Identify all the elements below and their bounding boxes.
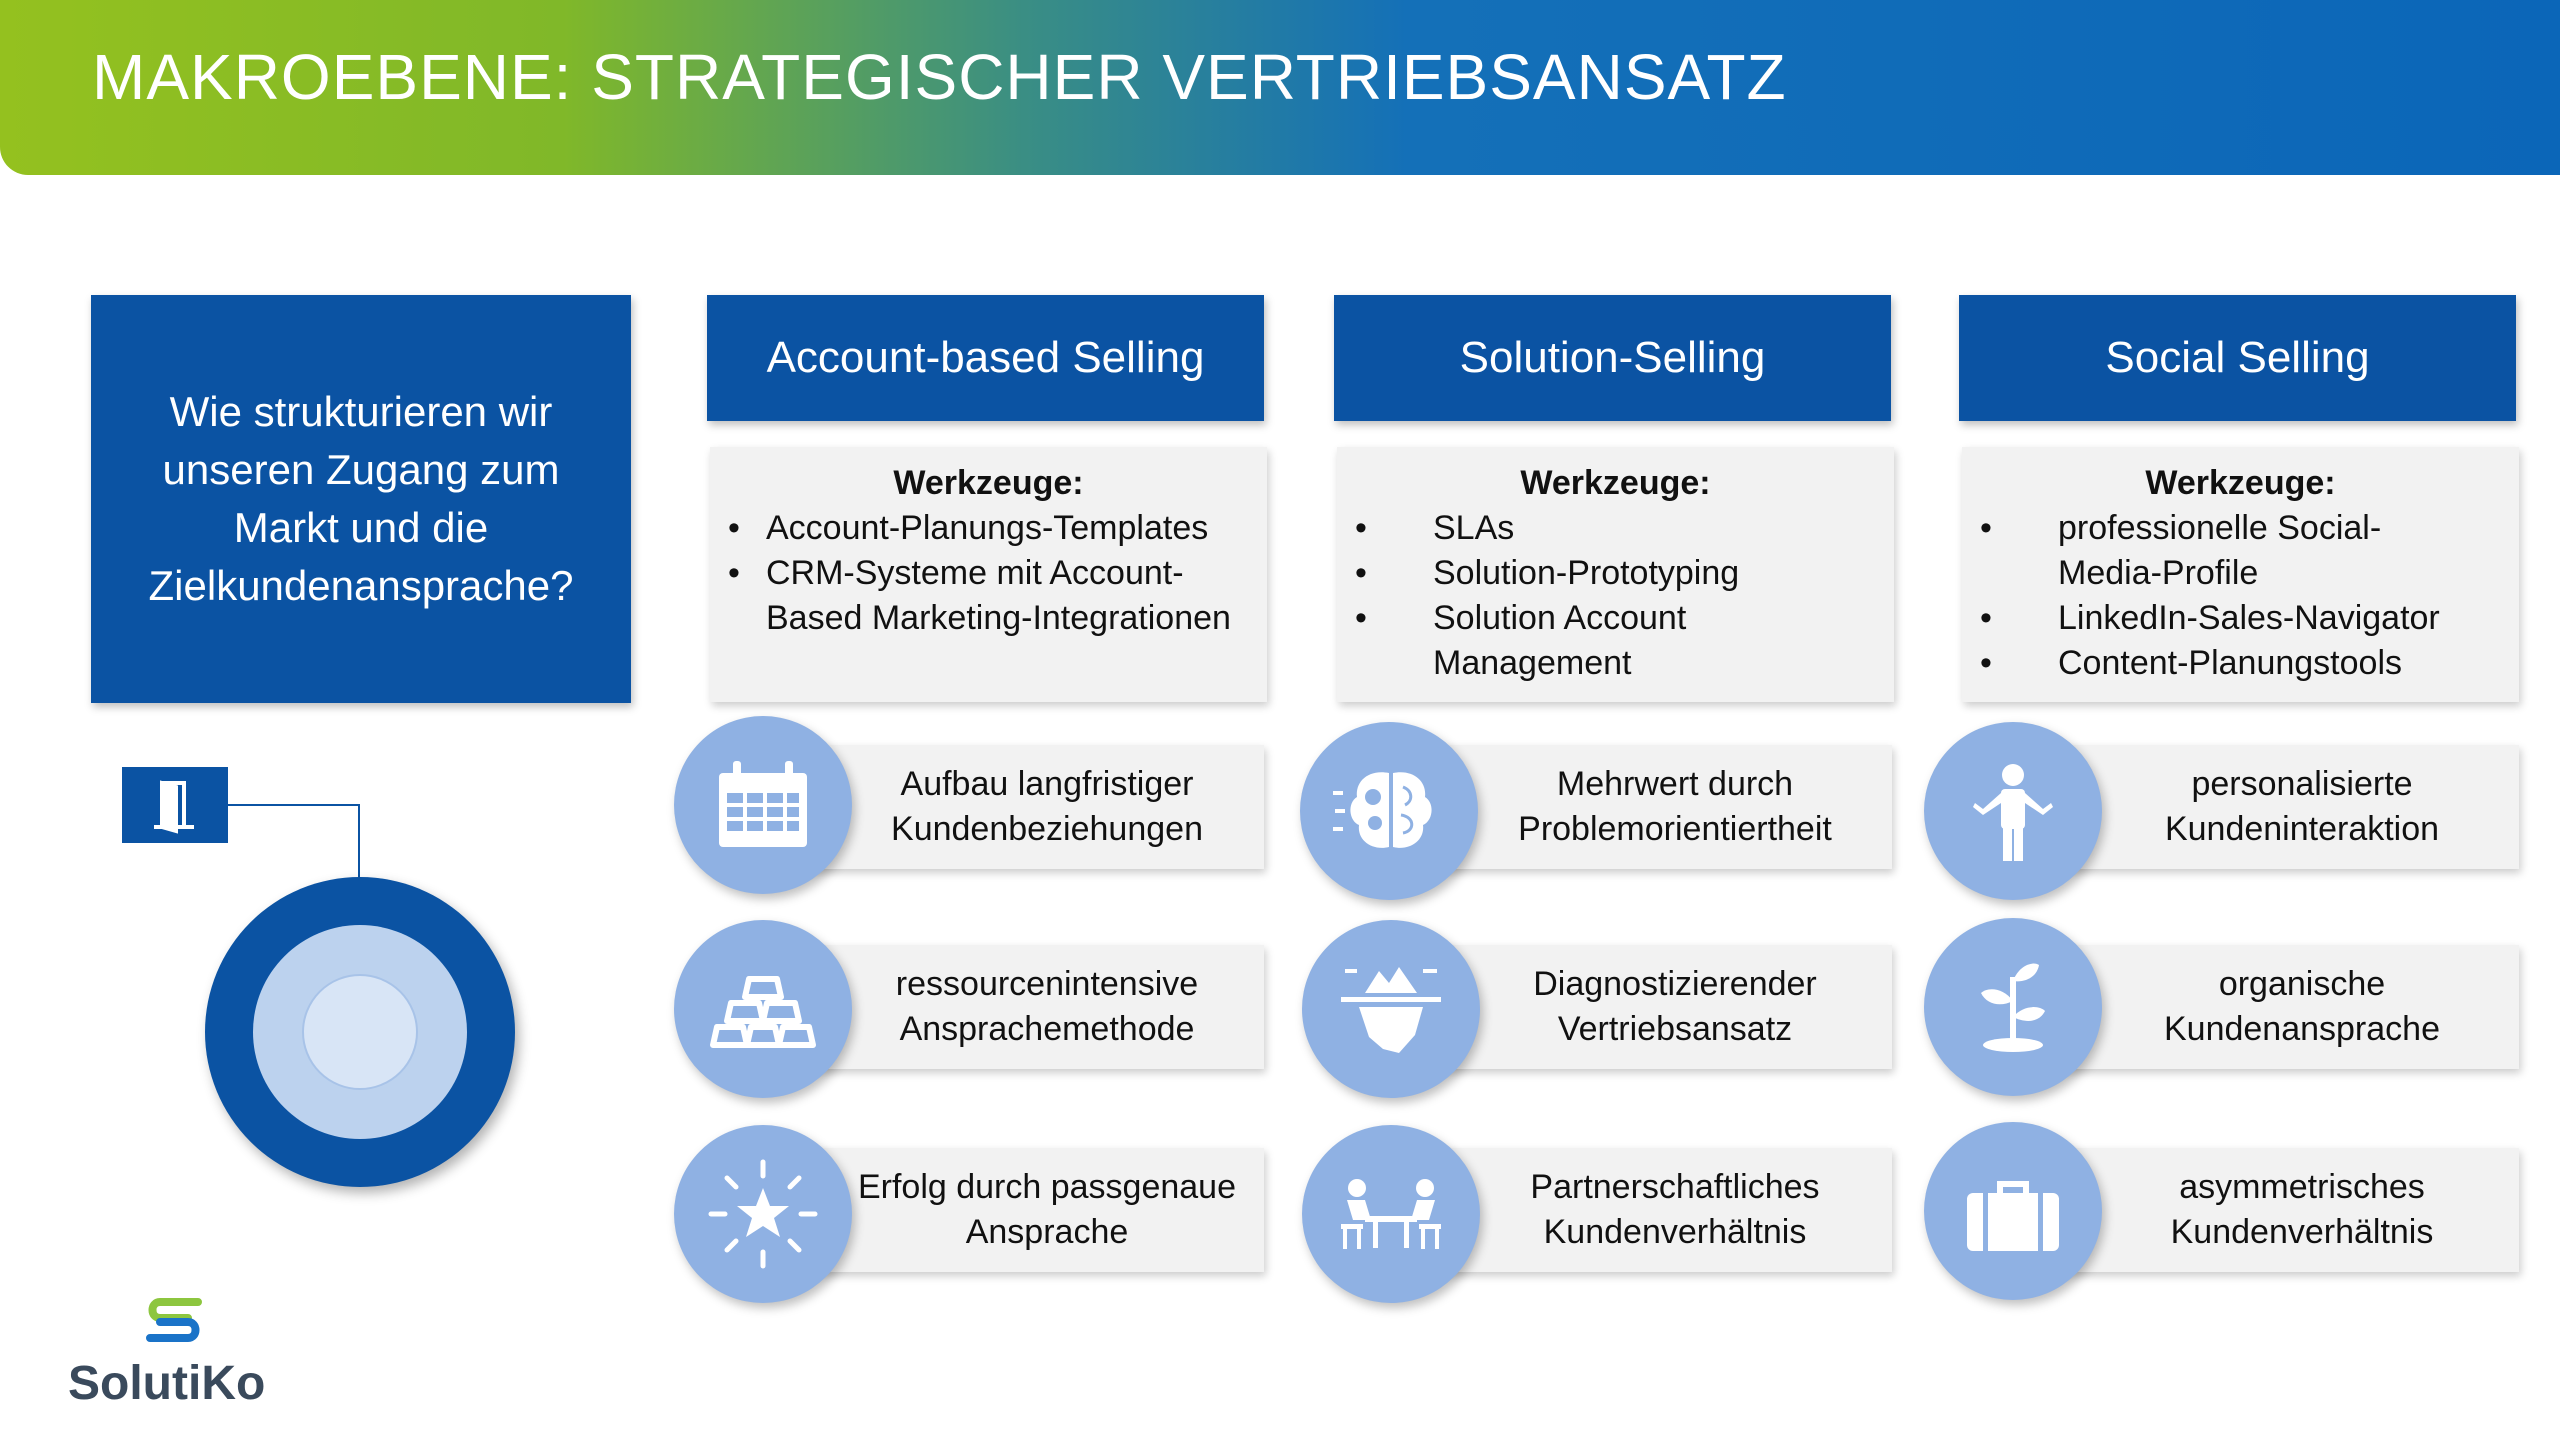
feature-box: [1418, 945, 1892, 1069]
tool-item: • professionelle Social-Media-Profile: [1980, 506, 2388, 596]
tool-item: • Content-Planungstools: [1980, 641, 2501, 686]
feature-text: Aufbau langfristiger Kundenbeziehungen: [891, 765, 1203, 848]
question-text: Wie strukturieren wir unseren Zugang zum Markt und die Zielkundenansprache?: [148, 388, 574, 609]
feature-text: asymmetrisches Kundenverhältnis: [2170, 1168, 2434, 1251]
target-ring-inner: [302, 974, 418, 1090]
connector-line: [228, 804, 360, 888]
feature-text: Erfolg durch passgenaue Ansprache: [857, 1168, 1237, 1251]
feature-box: [790, 745, 1264, 869]
feature-text: ressourcenintensive Ansprachemethode: [895, 965, 1199, 1048]
tool-item: • LinkedIn-Sales-Navigator: [1980, 596, 2501, 641]
column-header-social-selling: [1959, 295, 2516, 421]
feature-box: [2045, 745, 2519, 869]
briefcase-icon: [1924, 1122, 2102, 1300]
tools-box-solution-selling: [1337, 447, 1894, 702]
feature-box: [790, 945, 1264, 1069]
door-icon: [122, 767, 228, 843]
tools-title: Werkzeuge:: [893, 464, 1084, 502]
tool-item: • Solution-Prototyping: [1355, 551, 1876, 596]
tools-title: Werkzeuge:: [2145, 464, 2336, 502]
brain-gears-icon: [1300, 722, 1478, 900]
iceberg-icon: [1302, 920, 1480, 1098]
plant-icon: [1924, 918, 2102, 1096]
feature-text: Partnerschaftliches Kundenverhältnis: [1530, 1168, 1820, 1251]
meeting-table-icon: [1302, 1125, 1480, 1303]
logo-text: SolutiKo: [68, 1357, 266, 1410]
tool-item: • Account-Planungs-Templates: [728, 506, 1249, 551]
tool-item: • Solution Account Management: [1355, 596, 1733, 686]
column-title: Social Selling: [2105, 333, 2370, 382]
gold-bars-icon: [674, 920, 852, 1098]
question-box: [91, 295, 631, 703]
page-title: MAKROEBENE: STRATEGISCHER VERTRIEBSANSATZ: [92, 41, 1787, 113]
calendar-icon: [674, 716, 852, 894]
tool-item: • CRM-Systeme mit Account-Based Marketing-Integrationen: [728, 551, 1249, 641]
star-burst-icon: [674, 1125, 852, 1303]
tools-box-social-selling: [1962, 447, 2519, 702]
solutiko-logo: [68, 1290, 288, 1415]
column-header-account-based-selling: [707, 295, 1264, 421]
tools-title: Werkzeuge:: [1520, 464, 1711, 502]
column-header-solution-selling: [1334, 295, 1891, 421]
tool-item: • SLAs: [1355, 506, 1876, 551]
tools-box-account-based-selling: [710, 447, 1267, 702]
feature-box: [1418, 1148, 1892, 1272]
column-title: Account-based Selling: [766, 333, 1205, 382]
column-title: Solution-Selling: [1459, 333, 1766, 382]
feature-text: Diagnostizierender Vertriebsansatz: [1533, 965, 1817, 1048]
person-shrug-icon: [1924, 722, 2102, 900]
feature-box: [2045, 945, 2519, 1069]
feature-text: Mehrwert durch Problemorientiertheit: [1518, 765, 1832, 848]
logo-mark-icon: [138, 1290, 210, 1350]
feature-text: personalisierte Kundeninteraktion: [2164, 765, 2440, 848]
feature-box: [790, 1148, 1264, 1272]
feature-box: [2045, 1148, 2519, 1272]
feature-text: organische Kundenansprache: [2163, 965, 2440, 1048]
feature-box: [1418, 745, 1892, 869]
header-banner: [0, 0, 2560, 175]
